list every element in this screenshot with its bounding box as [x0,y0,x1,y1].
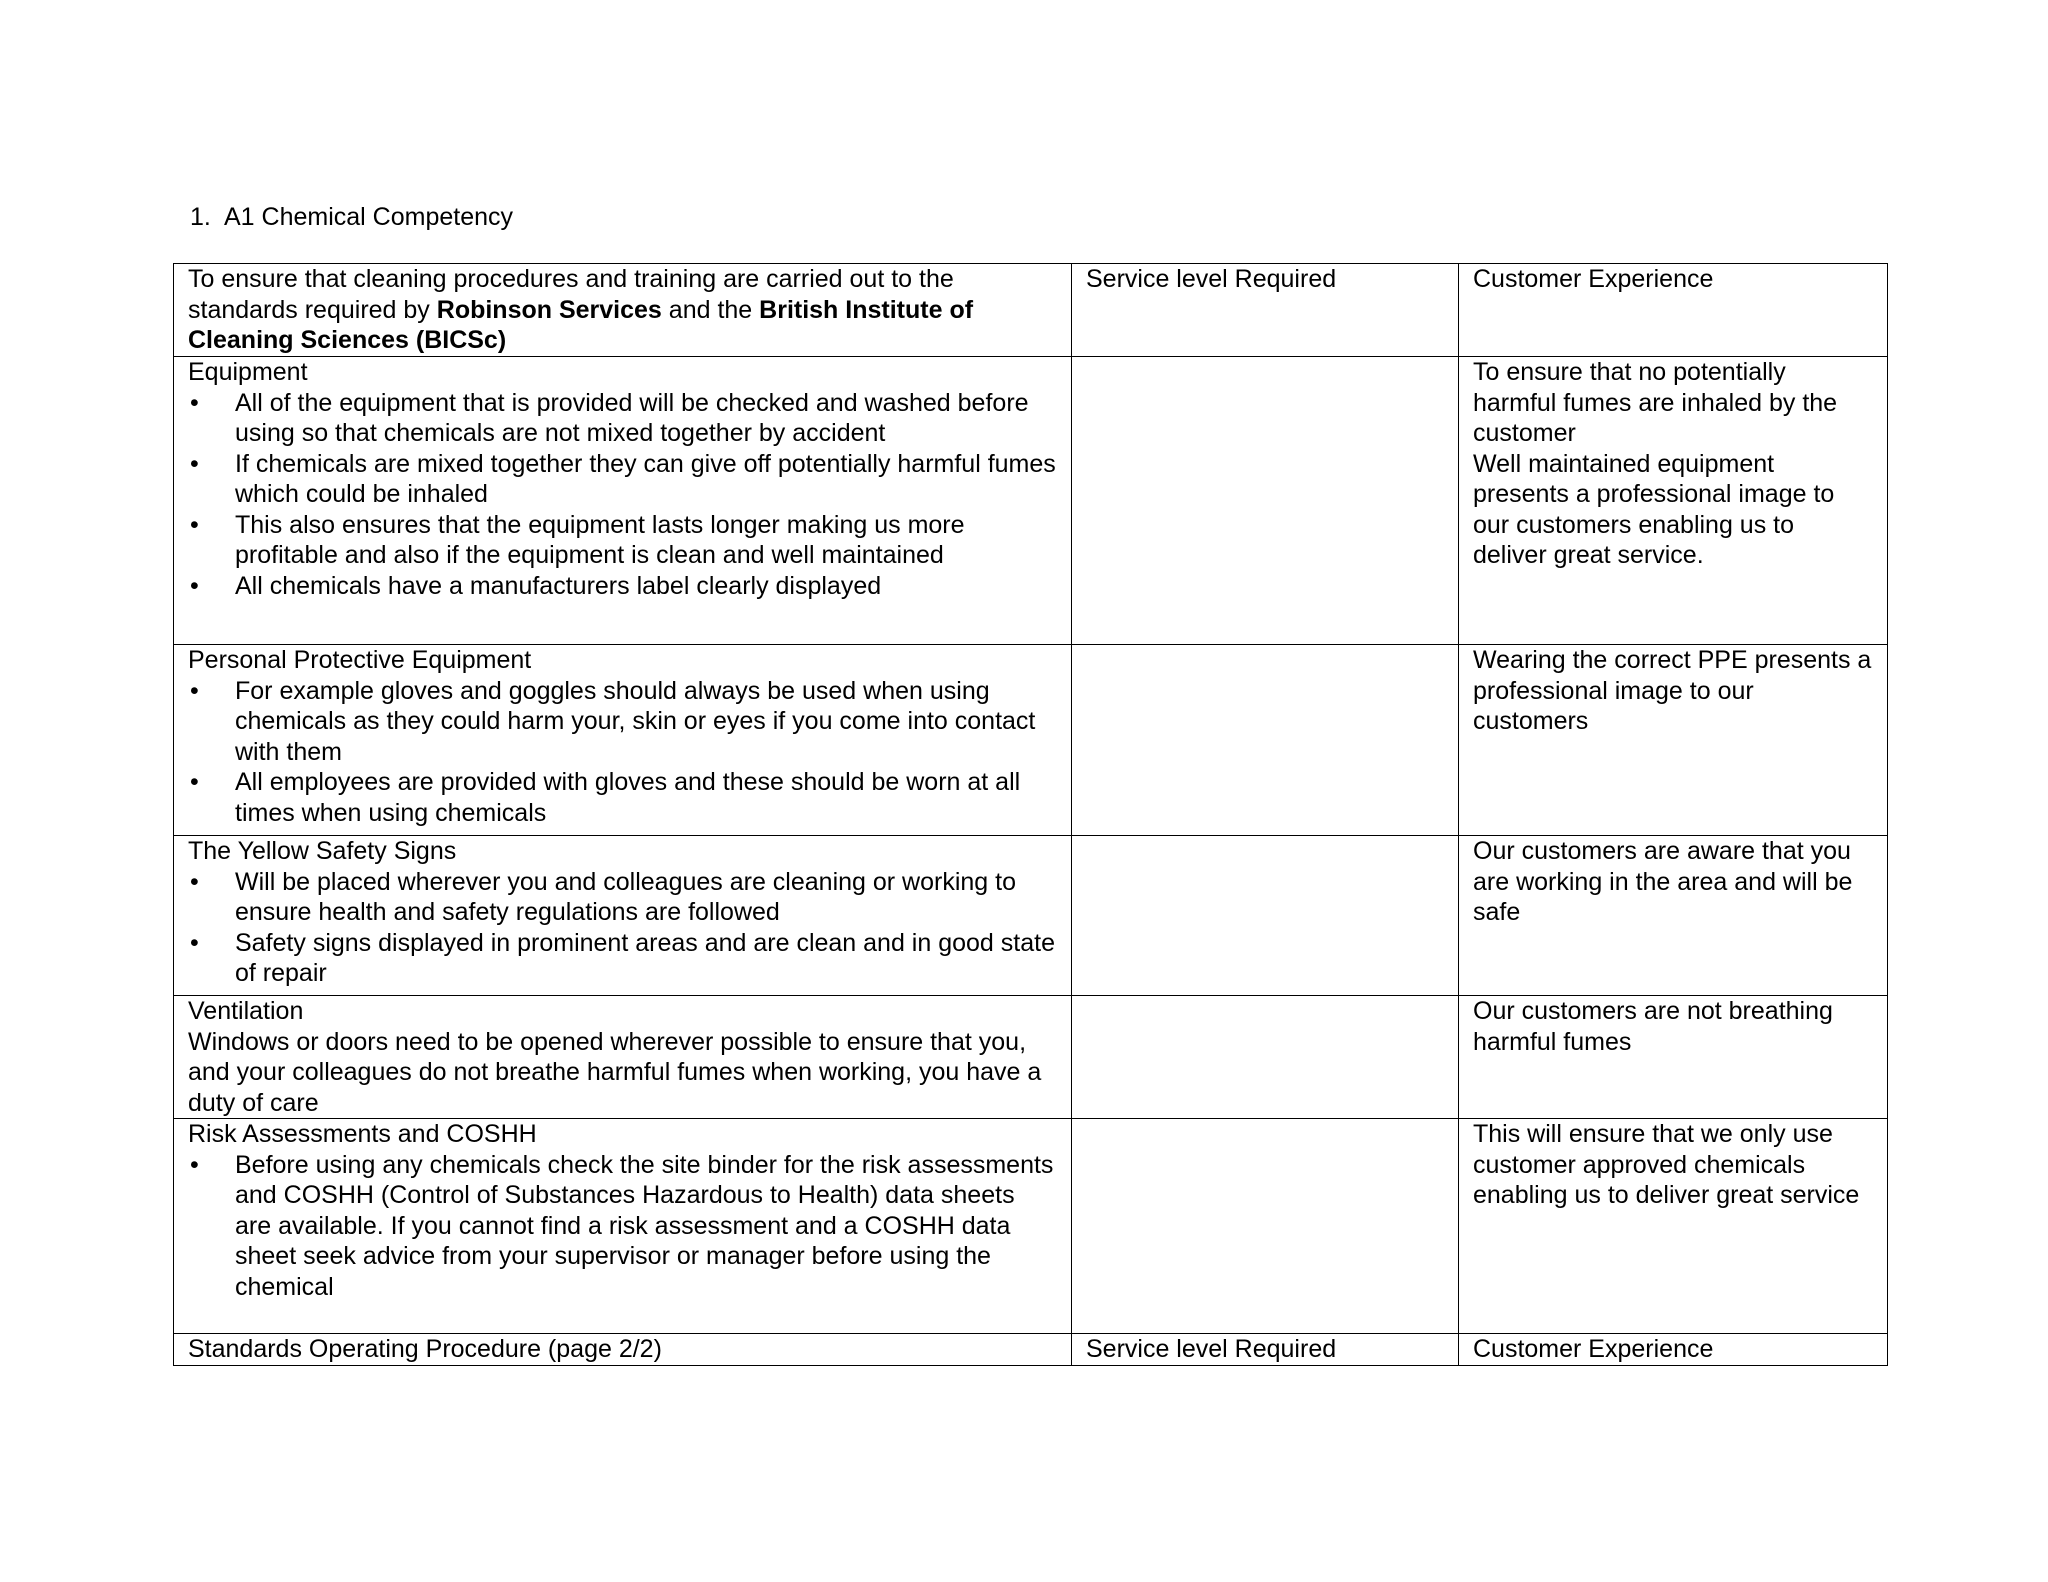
intro-cell [174,264,1072,357]
table-row-ppe [174,645,1888,836]
table-row-safety-signs [174,836,1888,996]
procedure-cell [174,645,1072,836]
row-title: Equipment [188,358,308,386]
row-text: Windows or doors need to be opened wherever possible to ensure that you, and your colleagues do not breathe harmful fumes when working, you have a duty of care [188,1027,1042,1117]
intro-text [188,265,973,354]
procedure-cell [174,1119,1072,1334]
row-title: Ventilation [188,997,304,1025]
bullet-list [188,1150,1057,1303]
sop-table [173,263,1888,1366]
customer-experience-text: Our customers are not breathing harmful fumes [1473,997,1833,1056]
bullet-list [188,867,1057,989]
procedure-cell [174,357,1072,645]
footer-procedure-cell [174,1334,1072,1366]
customer-experience-cell [1459,1119,1888,1334]
list-item: • Will be placed wherever you and colleagues are cleaning or working to ensure health and safety regulations are followed [188,867,1057,928]
service-level-cell [1072,357,1459,645]
table-row-equipment [174,357,1888,645]
customer-experience-cell [1459,645,1888,836]
table-row-ventilation [174,996,1888,1119]
section-number: 1. [190,203,211,231]
service-level-cell [1072,1119,1459,1334]
customer-experience-cell [1459,996,1888,1119]
section-heading [190,202,513,232]
list-item: • This also ensures that the equipment lasts longer making us more profitable and also if the equipment is clean and well maintained [188,510,1057,571]
list-item: • All of the equipment that is provided will be checked and washed before using so that chemicals are not mixed together by accident [188,388,1057,449]
customer-experience-text: Wearing the correct PPE presents a professional image to our customers [1473,646,1872,735]
customer-experience-text: Well maintained equipment presents a professional image to our customers enabling us to deliver great service. [1473,449,1835,569]
footer-procedure-label: Standards Operating Procedure (page 2/2) [188,1335,662,1363]
list-item: • Safety signs displayed in prominent areas and are clean and in good state of repair [188,928,1057,989]
list-item: • All chemicals have a manufacturers label clearly displayed [188,571,1057,602]
table-header-row [174,264,1888,357]
company-name: Robinson Services [436,295,662,324]
list-item: • If chemicals are mixed together they can give off potentially harmful fumes which could be inhaled [188,449,1057,510]
procedure-cell [174,836,1072,996]
customer-experience-header: Customer Experience [1459,264,1888,357]
bullet-list [188,676,1057,829]
row-title: Personal Protective Equipment [188,646,532,674]
intro-part: and the [661,295,760,324]
service-level-cell [1072,836,1459,996]
footer-customer-experience-label: Customer Experience [1473,1335,1714,1363]
service-level-header: Service level Required [1072,264,1459,357]
footer-customer-experience-cell [1459,1334,1888,1366]
list-item: • For example gloves and goggles should always be used when using chemicals as they could harm your, skin or eyes if you come into contact with them [188,676,1057,768]
service-level-cell [1072,645,1459,836]
service-level-cell [1072,996,1459,1119]
bullet-list [188,388,1057,602]
section-title: A1 Chemical Competency [224,203,514,231]
footer-service-level-label: Service level Required [1086,1335,1337,1363]
row-title: The Yellow Safety Signs [188,837,457,865]
procedure-cell [174,996,1072,1119]
customer-experience-cell [1459,836,1888,996]
list-item: • All employees are provided with gloves and these should be worn at all times when using chemicals [188,767,1057,828]
institute-name: British Institute of Cleaning Sciences (BICSc) [188,295,974,354]
table-row-risk-assessments [174,1119,1888,1334]
table-footer-row [174,1334,1888,1366]
row-title: Risk Assessments and COSHH [188,1120,537,1148]
customer-experience-text: Our customers are aware that you are working in the area and will be safe [1473,837,1853,926]
customer-experience-text: This will ensure that we only use customer approved chemicals enabling us to deliver great service [1473,1120,1860,1209]
customer-experience-text: To ensure that no potentially harmful fumes are inhaled by the customer [1473,358,1838,447]
list-item: • Before using any chemicals check the site binder for the risk assessments and COSHH (Control of Substances Hazardous to Health) data sheets are available. If you cannot find a risk assessment and a COSHH data sheet seek advice from your supervisor or manager before using the chemical [188,1150,1057,1303]
intro-part: To ensure that cleaning procedures and training are carried out to the standards required by [188,265,954,324]
footer-service-level-cell [1072,1334,1459,1366]
customer-experience-cell [1459,357,1888,645]
